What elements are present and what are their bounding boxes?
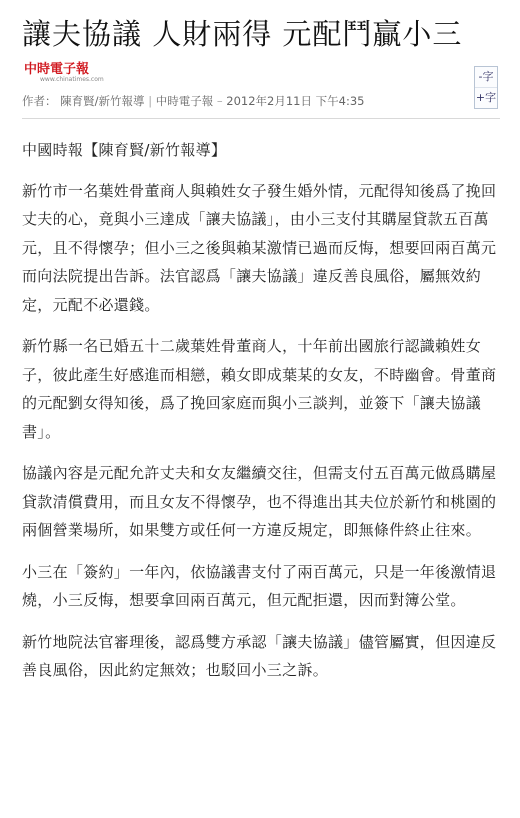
publisher-logo[interactable] xyxy=(24,62,142,82)
font-increase-button[interactable]: +字 xyxy=(475,87,497,108)
article-title: 讓夫協議 人財兩得 元配鬥贏小三 xyxy=(22,17,463,51)
author-label: 作者： xyxy=(22,94,57,108)
source-line: 中國時報【陳育賢/新竹報導】 xyxy=(22,141,227,159)
font-decrease-button[interactable]: -字 xyxy=(478,70,494,83)
byline xyxy=(22,93,364,109)
byline-dash: – xyxy=(216,94,223,108)
author-name[interactable]: 陳育賢/新竹報導 xyxy=(60,94,145,108)
logo-text: 中時電子報 xyxy=(24,62,90,77)
paragraph: 新竹縣一名已婚五十二歲葉姓骨董商人，十年前出國旅行認識賴姓女子，彼此產生好感進而相戀，賴女即成葉某的女友，不時幽會。骨董商的元配劉女得知後，爲了挽回家庭而與小三談判，並簽下「讓夫協議書」。 xyxy=(22,337,497,441)
header-divider xyxy=(22,118,500,119)
publisher-name[interactable]: 中時電子報 xyxy=(155,94,214,108)
publish-date: 2012年2月11日 下午4:35 xyxy=(226,94,365,108)
paragraph: 新竹地院法官審理後，認爲雙方承認「讓夫協議」儘管屬實，但因違反善良風俗，因此約定無效；也駁回小三之訴。 xyxy=(22,632,497,679)
paragraph: 小三在「簽約」一年內，依協議書支付了兩百萬元，只是一年後激情退燒，小三反悔，想要拿回兩百萬元，但元配拒還，因而對簿公堂。 xyxy=(22,562,497,609)
paragraph: 協議內容是元配允許丈夫和女友繼續交往，但需支付五百萬元做爲購屋貸款清償費用，而且女友不得懷孕，也不得進出其夫位於新竹和桃園的兩個營業場所，如果雙方或任何一方違反規定，即無條件終止往來。 xyxy=(22,464,497,539)
paragraph: 新竹市一名葉姓骨董商人與賴姓女子發生婚外情，元配得知後爲了挽回丈夫的心，竟與小三達成「讓夫協議」，由小三支付其購屋貸款五百萬元，且不得懷孕；但小三之後與賴某激情已過而反悔，想要回兩百萬元而向法院提出告訴。法官認爲「讓夫協議」違反善良風俗，屬無效約定，元配不必還錢。 xyxy=(22,181,497,314)
article-body xyxy=(22,136,502,698)
byline-separator: | xyxy=(148,94,153,108)
font-size-controls xyxy=(474,66,498,109)
logo-url: www.chinatimes.com xyxy=(40,76,104,83)
